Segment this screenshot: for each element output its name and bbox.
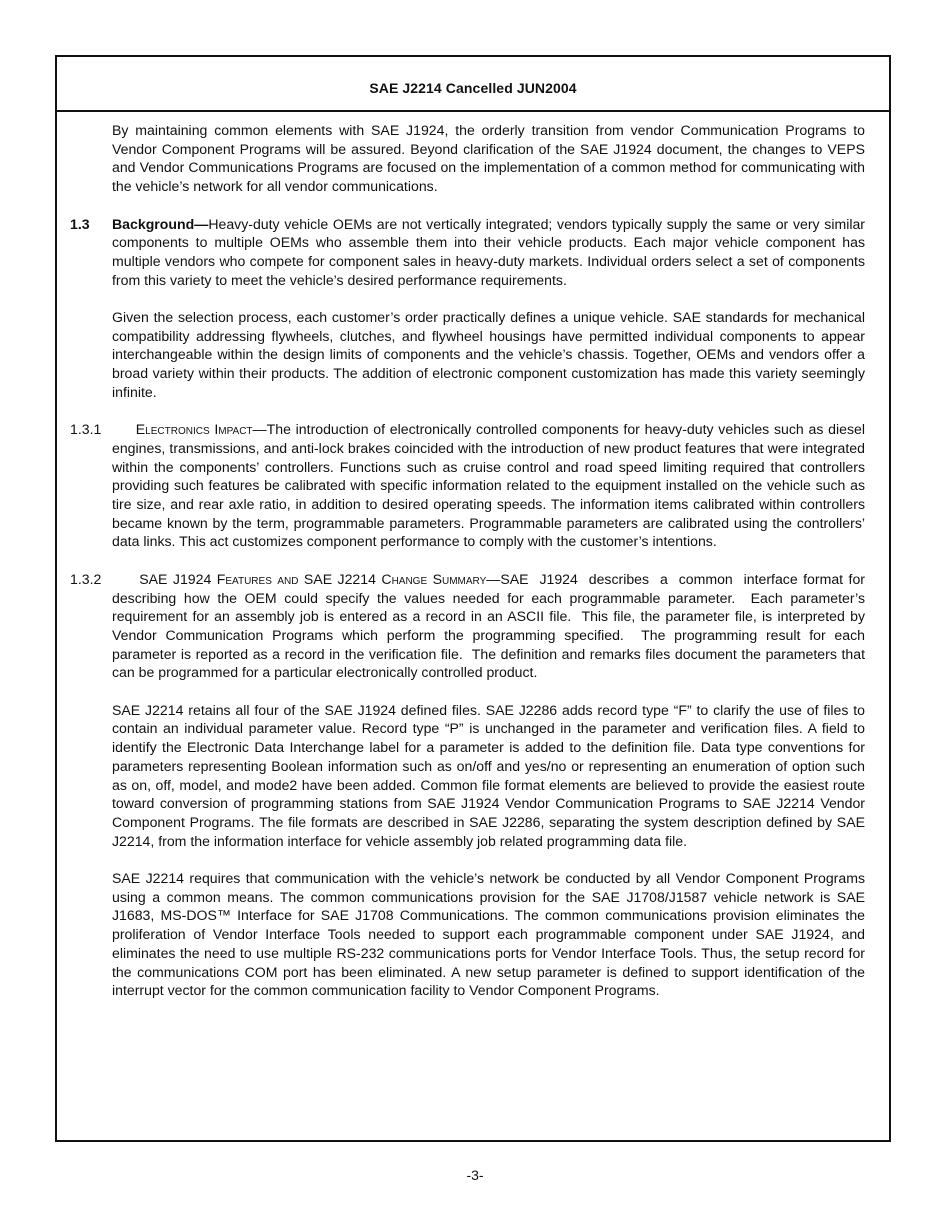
heading-dash: — [486, 570, 501, 587]
page-content [57, 121, 889, 1000]
section-1-3-2-paragraph-2: SAE J2214 retains all four of the SAE J1924 defined files. SAE J2286 adds record type “F” to clarify the use of files to contain an individual parameter value. Record type “P” is unchanged in the parameter and verification files. A field to identify the Electronic Data Interchange label for a parameter is added to the definition file. Data type conventions for parameters representing Boolean information such as on/off and yes/no or representing an enumeration of option such as on, off, model, and mode2 have been added. Common file format elements are believed to provide the easiest route toward conversion of programming stations from SAE J1924 Vendor Communication Programs to SAE J2214 Vendor Component Programs. The file formats are described in SAE J2286, separating the system description defined by SAE J2214, from the information interface for vehicle assembly job related programming data file. [112, 701, 865, 849]
heading-part-b: Features and [216, 570, 299, 587]
section-1-3-2-paragraph-3: SAE J2214 requires that communication with the vehicle’s network be conducted by all Vendor Component Programs using a common means. The common communications provision for the SAE J1708/J1587 vehicle network is SAE J1683, MS-DOS™ Interface for SAE J1708 Communications. The common communications provision eliminates the proliferation of Vendor Interface Tools needed to support each programmable component under SAE J1924, and eliminates the need to use multiple RS-232 communications ports for Vendor Interface Tools. Thus, the setup record for the communications COM port has been eliminated. A new setup parameter is defined to support identification of the interrupt vector for the common communication facility to Vendor Component Programs. [112, 870, 865, 999]
section-heading: Electronics Impact [135, 421, 253, 438]
intro-paragraph: By maintaining common elements with SAE J1924, the orderly transition from vendor Communication Programs to Vendor Component Programs will be assured. Beyond clarification of the SAE J1924 document, the changes to VEPS and Vendor Communications Programs are focused on the implementation of a common method for communicating with the vehicle’s network for all vendor communications. [112, 122, 865, 195]
page-number: -3- [466, 1167, 484, 1183]
document-title: SAE J2214 Cancelled JUN2004 [369, 79, 577, 96]
heading-part-c: SAE J2214 [298, 570, 382, 587]
page-header [57, 57, 889, 112]
section-1-3-paragraph-2: Given the selection process, each customer’s order practically defines a unique vehicle. SAE standards for mechanical compatibility addressing flywheels, clutches, and flywheel housings have permitted individual components to appear interchangeable within the design limits of components and the vehicle’s chassis. Together, OEMs and vendors offer a broad variety within their products. The addition of electronic component customization has made this variety seemingly infinite. [112, 309, 865, 400]
section-number: 1.3 [70, 215, 90, 232]
section-heading: Background— [112, 215, 209, 232]
heading-part-d: Change Summary [381, 570, 487, 587]
section-number: 1.3.1 [70, 421, 102, 438]
heading-part-a: SAE J1924 [139, 570, 217, 587]
section-1-3-2-paragraph-1 [112, 570, 869, 682]
section-1-3 [70, 215, 865, 290]
section-number: 1.3.2 [70, 570, 102, 587]
section-text: Heavy-duty vehicle OEMs are not vertically integrated; vendors typically supply the same or very similar components to multiple OEMs who assemble them into their vehicle products. Each major vehicle component has multiple vendors who compete for component sales in heavy-duty markets. Individual orders select a set of components from this variety to meet the vehicle’s desired performance requirements. [112, 215, 865, 288]
section-1-3-1-paragraph [112, 420, 865, 551]
section-1-3-1 [70, 420, 865, 551]
section-text: The introduction of electronically controlled components for heavy-duty vehicles such as diesel engines, transmissions, and anti-lock brakes coincided with the introduction of new product features that were integrated within the components’ controllers. Functions such as cruise control and road speed limiting required that controllers providing such features be calibrated with specific information related to the equipment installed on the vehicle such as tire size, and rear axle ratio, in addition to desired operating speeds. The information items calibrated within controllers became known by the term, programmable parameters. Programmable parameters are calibrated using the controllers’ data links. This act customizes component performance to comply with the customer’s intentions. [112, 421, 865, 550]
page-frame [55, 55, 891, 1142]
section-1-3-2 [70, 570, 869, 682]
section-text: SAE J1924 describes a common interface format for describing how the OEM could specify the values needed for each programmable parameter. Each parameter’s requirement for an assembly job is entered as a record in an ASCII file. This file, the parameter file, is interpreted by Vendor Communication Programs which perform the programming specified. The programming result for each parameter is reported as a record in the verification file. The definition and remarks files document the parameters that can be programmed for a particular electronically controlled product. [112, 570, 869, 681]
heading-dash: — [252, 421, 267, 438]
section-1-3-paragraph-1 [112, 215, 865, 290]
